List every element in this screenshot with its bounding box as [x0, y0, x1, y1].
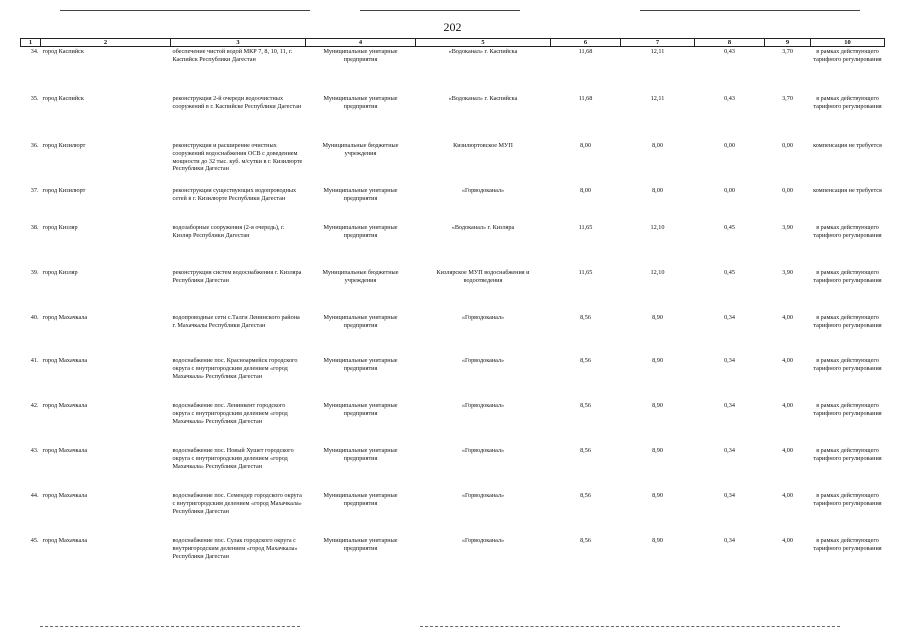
value-col8-cell: 0,45 [724, 269, 735, 276]
compensation-note-cell: в рамках действующего тарифного регулирования [813, 447, 882, 462]
value-col9-cell: 4,00 [782, 537, 793, 544]
value-col7-cell: 8,00 [652, 142, 663, 149]
row-number: 39. [30, 269, 39, 276]
row-number: 36. [30, 142, 39, 149]
top-edge-line-left [60, 10, 310, 11]
table-row [21, 446, 885, 491]
col-header-6: 6 [551, 39, 621, 47]
compensation-note-cell: в рамках действующего тарифного регулирования [813, 95, 882, 110]
value-col6-cell: 11,65 [578, 269, 593, 276]
value-col6-cell: 11,68 [578, 95, 593, 102]
value-col8-cell: 0,34 [724, 357, 735, 364]
value-col8-cell: 0,34 [724, 492, 735, 499]
compensation-note-cell: компенсация не требуется [813, 142, 882, 149]
value-col7-cell: 12,11 [650, 95, 665, 102]
row-number: 40. [30, 314, 39, 321]
table-row [21, 356, 885, 401]
organization-type-cell: Муниципальные унитарные предприятия [323, 492, 398, 507]
project-name-cell: реконструкция систем водоснабжения г. Кизляра Республики Дагестан [172, 269, 302, 284]
project-name-cell: водопроводные сети с.Талги Ленинского района г. Махачкалы Республики Дагестан [172, 314, 300, 329]
organization-cell: «Горводоканал» [461, 447, 505, 454]
project-name-cell: обеспечение чистой водой МКР 7, 8, 10, 11, г. Каспийск Республики Дагестан [172, 48, 293, 63]
table-row [21, 47, 885, 95]
compensation-note-cell: в рамках действующего тарифного регулирования [813, 357, 882, 372]
bottom-edge-line-left [40, 626, 300, 627]
municipality-cell: город Каспийск [42, 95, 84, 102]
value-col6-cell: 11,68 [578, 48, 593, 55]
organization-cell: «Водоканал» г. Каспийска [448, 95, 518, 102]
organization-type-cell: Муниципальные унитарные предприятия [323, 224, 398, 239]
value-col6-cell: 8,56 [580, 314, 591, 321]
col-header-4: 4 [306, 39, 416, 47]
organization-type-cell: Муниципальные унитарные предприятия [323, 95, 398, 110]
row-number: 37. [30, 187, 39, 194]
compensation-note-cell: в рамках действующего тарифного регулирования [813, 48, 882, 63]
bottom-edge-line-right [420, 626, 840, 627]
col-header-7: 7 [621, 39, 695, 47]
value-col7-cell: 12,11 [650, 48, 665, 55]
page-number: 202 [443, 20, 462, 34]
organization-type-cell: Муниципальные унитарные предприятия [323, 187, 398, 202]
value-col8-cell: 0,00 [724, 187, 735, 194]
value-col7-cell: 8,00 [652, 187, 663, 194]
compensation-note-cell: в рамках действующего тарифного регулирования [813, 269, 882, 284]
value-col8-cell: 0,43 [724, 48, 735, 55]
organization-cell: «Горводоканал» [461, 537, 505, 544]
project-name-cell: водоснабжение пос. Ленинкент городского округа с внутригородским делением «город Махачкала» Республики Дагестан [172, 402, 288, 425]
compensation-note-cell: в рамках действующего тарифного регулирования [813, 402, 882, 417]
row-number: 44. [30, 492, 39, 499]
col-header-3: 3 [171, 39, 306, 47]
organization-cell: «Горводоканал» [461, 314, 505, 321]
organization-cell: Кизлярское МУП водоснабжения и водоотведения [436, 269, 530, 284]
value-col9-cell: 3,90 [782, 269, 793, 276]
value-col8-cell: 0,00 [724, 142, 735, 149]
value-col8-cell: 0,43 [724, 95, 735, 102]
organization-cell: «Водоканал» г. Каспийска [448, 48, 518, 55]
project-name-cell: водоснабжение пос. Сулак городского округа с внутригородским делением «город Махачкала» Республики Дагестан [172, 537, 298, 560]
col-header-10: 10 [811, 39, 885, 47]
top-edge-line-center [360, 10, 520, 11]
row-number: 42. [30, 402, 39, 409]
value-col9-cell: 0,00 [782, 187, 793, 194]
value-col6-cell: 11,65 [578, 224, 593, 231]
municipality-cell: город Махачкала [42, 402, 88, 409]
table-body [21, 47, 885, 574]
municipality-cell: город Кизилюрт [42, 187, 86, 194]
value-col7-cell: 12,10 [650, 269, 665, 276]
row-number: 35. [30, 95, 39, 102]
organization-type-cell: Муниципальные унитарные предприятия [323, 537, 398, 552]
value-col7-cell: 8,90 [652, 492, 663, 499]
organization-cell: «Горводоканал» [461, 492, 505, 499]
compensation-note-cell: в рамках действующего тарифного регулирования [813, 537, 882, 552]
row-number: 45. [30, 537, 39, 544]
value-col7-cell: 8,90 [652, 314, 663, 321]
compensation-note-cell: компенсация не требуется [813, 187, 882, 194]
table-row [21, 491, 885, 536]
value-col6-cell: 8,56 [580, 402, 591, 409]
value-col8-cell: 0,34 [724, 402, 735, 409]
organization-cell: «Водоканал» г. Кизляра [451, 224, 515, 231]
table-row [21, 313, 885, 356]
row-number: 43. [30, 447, 39, 454]
value-col6-cell: 8,00 [580, 187, 591, 194]
table-row [21, 186, 885, 223]
value-col9-cell: 3,70 [782, 95, 793, 102]
project-name-cell: водоснабжение пос. Новый Хушет городского округа с внутригородским делением «город Махачкала» Республики Дагестан [172, 447, 294, 470]
project-name-cell: реконструкция и расширение очистных сооружений водоснабжения ОСВ с доведением мощности до 32 тыс. куб. м/сутки в г. Кизилюрте Республики Дагестан [172, 142, 303, 173]
municipality-cell: город Махачкала [42, 537, 88, 544]
register-table [20, 38, 885, 573]
municipality-cell: город Кизилюрт [42, 142, 86, 149]
row-number: 34. [30, 48, 39, 55]
value-col7-cell: 8,90 [652, 357, 663, 364]
value-col7-cell: 12,10 [650, 224, 665, 231]
value-col9-cell: 4,00 [782, 314, 793, 321]
organization-type-cell: Муниципальные бюджетные учреждения [322, 142, 399, 157]
value-col7-cell: 8,90 [652, 447, 663, 454]
value-col8-cell: 0,34 [724, 447, 735, 454]
compensation-note-cell: в рамках действующего тарифного регулирования [813, 314, 882, 329]
municipality-cell: город Каспийск [42, 48, 84, 55]
value-col7-cell: 8,90 [652, 402, 663, 409]
row-number: 38. [30, 224, 39, 231]
organization-type-cell: Муниципальные унитарные предприятия [323, 48, 398, 63]
value-col9-cell: 4,00 [782, 447, 793, 454]
organization-type-cell: Муниципальные унитарные предприятия [323, 402, 398, 417]
municipality-cell: город Махачкала [42, 492, 88, 499]
col-header-1: 1 [21, 39, 41, 47]
table-row [21, 94, 885, 141]
value-col9-cell: 4,00 [782, 492, 793, 499]
value-col9-cell: 3,70 [782, 48, 793, 55]
value-col6-cell: 8,00 [580, 142, 591, 149]
value-col9-cell: 3,90 [782, 224, 793, 231]
col-header-5: 5 [416, 39, 551, 47]
value-col8-cell: 0,34 [724, 537, 735, 544]
table-row [21, 401, 885, 446]
col-header-8: 8 [695, 39, 765, 47]
municipality-cell: город Кизляр [42, 224, 78, 231]
organization-cell: «Горводоканал» [461, 402, 505, 409]
municipality-cell: город Махачкала [42, 314, 88, 321]
col-header-9: 9 [765, 39, 811, 47]
value-col6-cell: 8,56 [580, 447, 591, 454]
organization-cell: «Горводоканал» [461, 357, 505, 364]
municipality-cell: город Кизляр [42, 269, 78, 276]
value-col7-cell: 8,90 [652, 537, 663, 544]
organization-cell: Кизилюртовское МУП [453, 142, 513, 149]
table-row [21, 141, 885, 186]
header-row [21, 39, 885, 47]
value-col9-cell: 4,00 [782, 357, 793, 364]
value-col6-cell: 8,56 [580, 537, 591, 544]
organization-type-cell: Муниципальные унитарные предприятия [323, 447, 398, 462]
col-header-2: 2 [41, 39, 171, 47]
project-name-cell: водоснабжение пос. Семендер городского округа с внутригородским делением «город Махачкала» Республики Дагестан [172, 492, 302, 515]
compensation-note-cell: в рамках действующего тарифного регулирования [813, 492, 882, 507]
value-col6-cell: 8,56 [580, 357, 591, 364]
project-name-cell: водоснабжение пос. Красноармейск городского округа с внутригородским делением «город Махачкала» Республики Дагестан [172, 357, 298, 380]
table-row [21, 536, 885, 573]
project-name-cell: реконструкция 2-й очереди водоочистных сооружений в г. Каспийске Республики Дагестан [172, 95, 302, 110]
value-col9-cell: 0,00 [782, 142, 793, 149]
value-col8-cell: 0,45 [724, 224, 735, 231]
value-col8-cell: 0,34 [724, 314, 735, 321]
organization-type-cell: Муниципальные унитарные предприятия [323, 357, 398, 372]
table-row [21, 268, 885, 313]
project-name-cell: реконструкция существующих водопроводных сетей в г. Кизилюрте Республики Дагестан [172, 187, 297, 202]
municipality-cell: город Махачкала [42, 447, 88, 454]
row-number: 41. [30, 357, 39, 364]
value-col9-cell: 4,00 [782, 402, 793, 409]
municipality-cell: город Махачкала [42, 357, 88, 364]
compensation-note-cell: в рамках действующего тарифного регулирования [813, 224, 882, 239]
organization-cell: «Горводоканал» [461, 187, 505, 194]
organization-type-cell: Муниципальные бюджетные учреждения [322, 269, 399, 284]
top-edge-line-right [640, 10, 860, 11]
value-col6-cell: 8,56 [580, 492, 591, 499]
organization-type-cell: Муниципальные унитарные предприятия [323, 314, 398, 329]
project-name-cell: водозаборные сооружения (2-я очередь), г. Кизляр Республики Дагестан [172, 224, 285, 239]
table-row [21, 223, 885, 268]
